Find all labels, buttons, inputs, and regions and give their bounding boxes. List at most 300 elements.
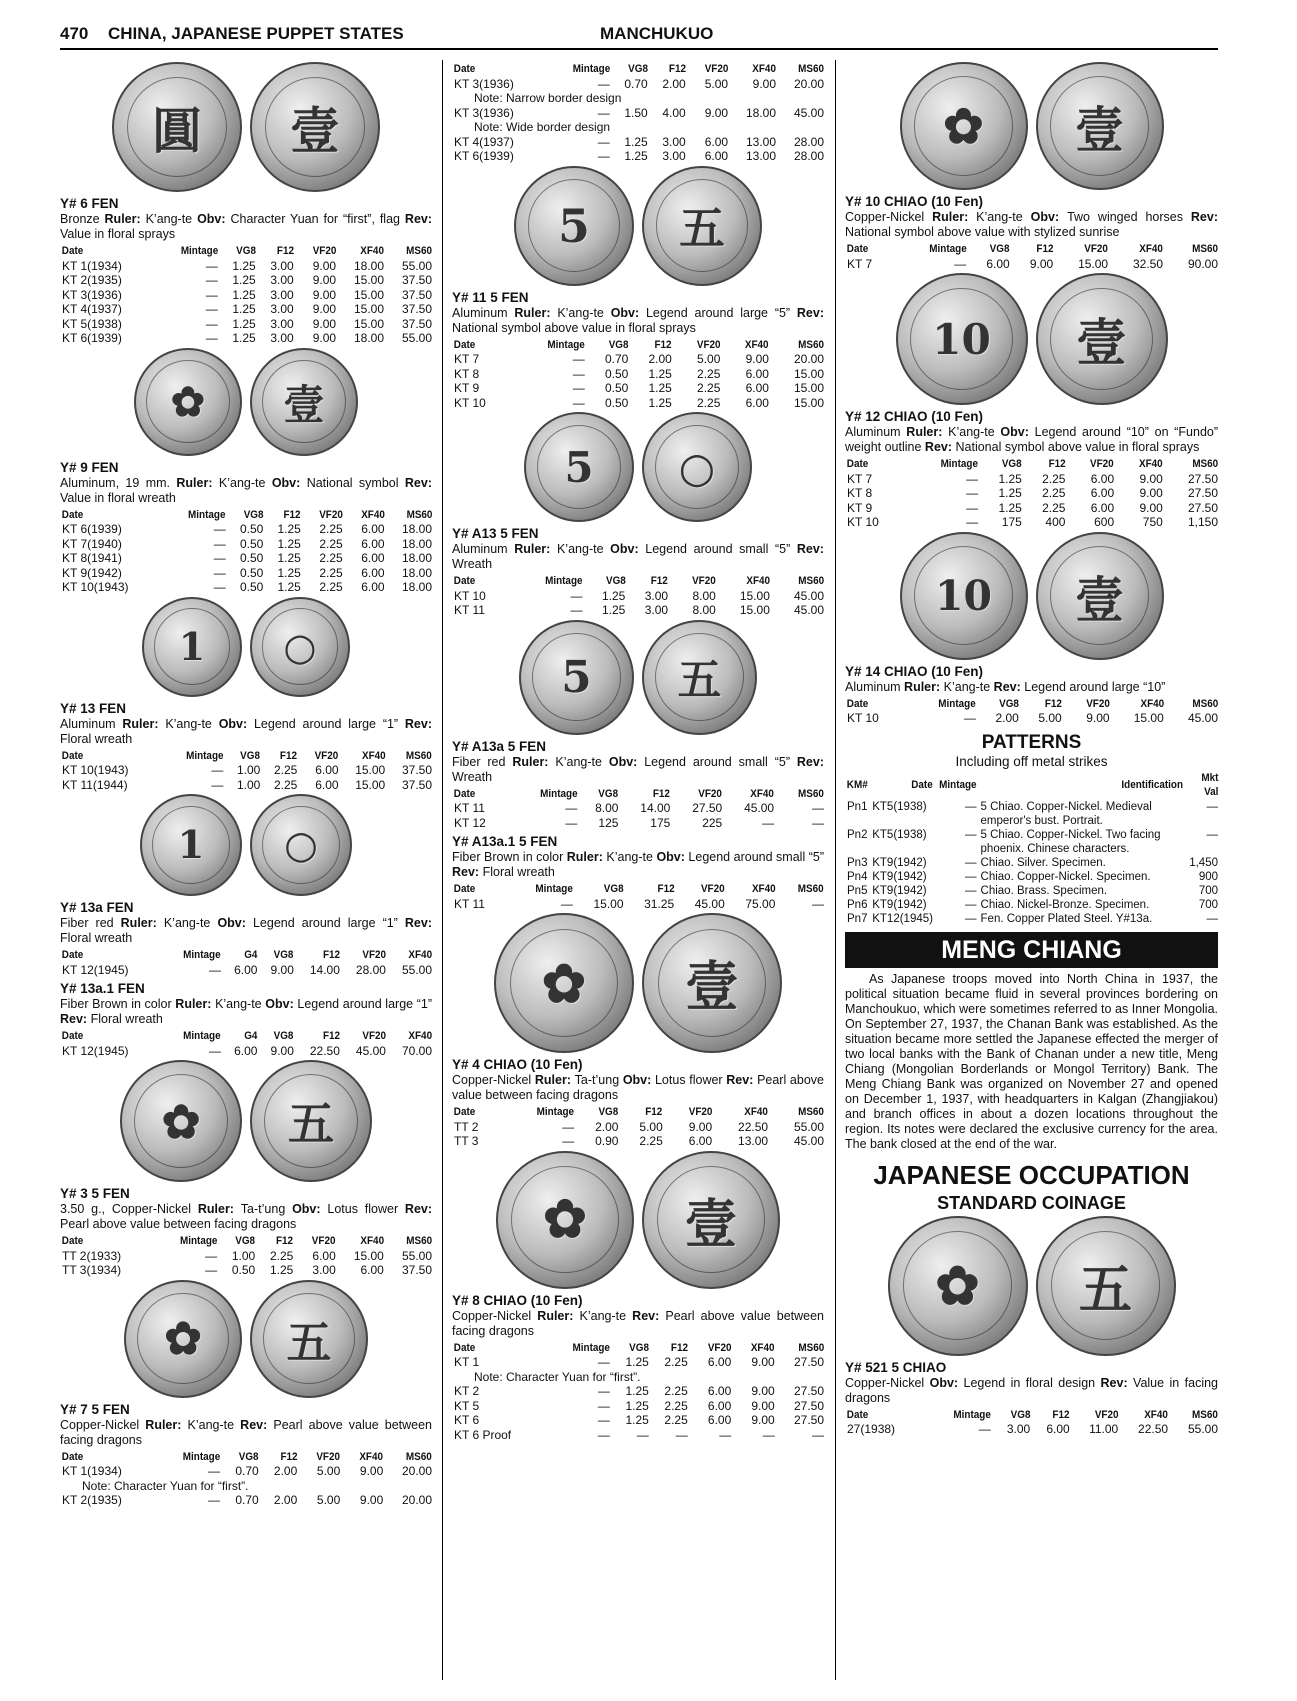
column-divider	[835, 60, 836, 1680]
patterns-subtitle: Including off metal strikes	[955, 753, 1108, 769]
coin-type-title: Y# 12 CHIAO (10 Fen)	[845, 409, 984, 424]
price-cell: 6.00	[707, 1413, 732, 1427]
pattern-cell: KT9(1942)	[872, 884, 927, 897]
price-cell: —	[205, 273, 218, 287]
price-cell: 6.00	[1090, 486, 1115, 500]
price-cell: 6.00	[361, 536, 385, 551]
price-cell: 27.50	[793, 1413, 824, 1427]
coin-legend-glyph: 五	[679, 201, 725, 255]
price-cell: 15.00	[1133, 711, 1164, 725]
price-cell: 1.25	[648, 381, 672, 395]
coin-images	[452, 620, 824, 735]
price-cell: —	[213, 522, 226, 536]
coin-images	[60, 348, 432, 456]
price-cell: 9.00	[1139, 500, 1163, 515]
price-cell: 9.00	[1086, 711, 1110, 725]
price-cell: 1.25	[232, 273, 256, 287]
price-cell: 15.00	[353, 1248, 384, 1263]
price-cell: TT 2	[454, 1119, 479, 1134]
coin-images	[452, 1151, 824, 1289]
pattern-cell: —	[965, 884, 977, 897]
price-cell: 6.00	[745, 381, 769, 395]
pattern-cell: Pn2	[847, 828, 868, 841]
column-header: VG8	[235, 245, 256, 257]
price-table-header	[845, 457, 1218, 472]
price-cell: KT 10	[847, 711, 879, 725]
column-header: VF20	[1084, 243, 1109, 255]
type-description: Copper-Nickel Ruler: K’ang-te Rev: Pearl above value between facing dragons	[452, 1308, 825, 1338]
price-cell: —	[572, 352, 585, 366]
coin-reverse-image	[642, 620, 757, 735]
column-header: F12	[322, 949, 340, 961]
label: Obv:	[610, 305, 646, 320]
pattern-cell: 700	[1198, 884, 1218, 897]
coin-obverse-image	[494, 913, 634, 1053]
price-cell: 2.00	[995, 711, 1019, 725]
coin-images	[60, 62, 432, 192]
column-header: VG8	[598, 787, 619, 800]
price-cell: 1.25	[232, 331, 256, 345]
label: Ruler:	[120, 916, 164, 930]
price-row	[452, 352, 824, 367]
price-cell: —	[213, 580, 226, 594]
pattern-cell: KT9(1942)	[872, 870, 927, 883]
price-cell: 6.00	[688, 1134, 713, 1148]
type-description: Copper-Nickel Ruler: Ta-t’ung Obv: Lotus flower Rev: Pearl above value between facing dragons	[452, 1073, 824, 1102]
column-header: VF20	[312, 245, 337, 257]
price-cell: 27.50	[793, 1355, 824, 1369]
price-cell: 6.00	[361, 522, 385, 536]
column-header: VG8	[998, 697, 1019, 710]
price-cell: 13.00	[738, 1134, 769, 1148]
coin-reverse-image	[250, 597, 350, 697]
price-cell: 20.00	[793, 352, 824, 366]
label: Rev:	[404, 716, 432, 731]
coin-legend-glyph: 壹	[1076, 313, 1127, 372]
coin-reverse-image	[250, 1060, 372, 1182]
price-cell: 37.50	[401, 302, 432, 316]
coin-legend-glyph: 壹	[1075, 102, 1124, 159]
price-cell: 15.00	[353, 302, 385, 316]
column-header: Mkt Val	[1200, 771, 1218, 798]
price-cell: 8.00	[692, 588, 716, 603]
price-cell: 0.70	[624, 76, 648, 91]
price-cell: 27.50	[1187, 500, 1218, 515]
price-cell: KT 10	[454, 395, 486, 410]
coin-obverse-image	[896, 273, 1028, 405]
price-cell: —	[205, 331, 218, 345]
price-cell: 3.00	[270, 258, 294, 273]
column-header: Mintage	[547, 338, 585, 351]
price-row	[60, 1249, 432, 1264]
label: Rev:	[404, 916, 432, 930]
pattern-cell: Pn4	[847, 870, 868, 883]
price-cell: 1,150	[1187, 515, 1218, 529]
price-cell: 9.00	[752, 76, 777, 91]
column-header: VG8	[989, 243, 1010, 255]
price-row	[60, 302, 432, 317]
coin-obverse-image	[888, 1216, 1028, 1356]
price-row	[845, 515, 1218, 530]
pattern-cell: Pn1	[847, 800, 868, 813]
price-cell: 6.00	[360, 1263, 384, 1277]
label: Obv:	[217, 916, 253, 930]
price-cell: KT 1	[454, 1355, 480, 1369]
price-cell: 18.00	[353, 258, 385, 273]
pattern-cell: KT9(1942)	[872, 856, 927, 869]
price-cell: 0.50	[239, 580, 264, 594]
price-cell: 37.50	[401, 777, 432, 792]
price-cell: 9.00	[312, 302, 337, 316]
coin-reverse-image	[1036, 1216, 1176, 1356]
column-header: F12	[1052, 1408, 1070, 1421]
price-cell: 1.25	[277, 565, 301, 580]
price-cell: —	[208, 1493, 221, 1507]
note-row	[452, 120, 824, 135]
label: Rev:	[240, 1417, 274, 1432]
column-header: XF40	[359, 1450, 384, 1463]
column-header: VF20	[312, 1235, 336, 1247]
price-cell: 15.00	[593, 896, 624, 911]
price-cell: —	[213, 551, 226, 565]
column-header: VG8	[240, 749, 261, 762]
header-title: CHINA, JAPANESE PUPPET STATES	[108, 24, 404, 43]
column-header: F12	[657, 883, 675, 895]
price-table	[845, 1408, 1218, 1437]
column-header: VF20	[1090, 458, 1115, 470]
price-cell: 27(1938)	[847, 1422, 896, 1436]
column-header: Mintage	[183, 1030, 222, 1042]
price-cell: 2.25	[319, 580, 343, 594]
label: Obv:	[271, 475, 307, 490]
price-cell: 6.00	[315, 763, 339, 777]
coin-obverse-image	[142, 597, 242, 697]
price-cell: 6.00	[704, 149, 729, 163]
column-left	[60, 60, 432, 1508]
label: Ruler:	[566, 850, 607, 864]
price-cell: —	[205, 287, 218, 302]
coin-obverse-image	[524, 412, 634, 522]
coin-images	[845, 532, 1218, 660]
coin-obverse-image	[120, 1060, 242, 1182]
label: Obv:	[1030, 210, 1068, 224]
coin-legend-glyph: ✿	[935, 1254, 980, 1317]
pattern-row	[845, 870, 1218, 884]
price-cell: KT 4(1937)	[454, 134, 514, 149]
label: Ruler:	[145, 1417, 188, 1432]
price-row	[452, 149, 824, 164]
column-header: Mintage	[928, 243, 967, 255]
price-cell: 0.50	[231, 1263, 256, 1277]
note-row	[452, 1370, 824, 1385]
price-cell: 1.25	[232, 302, 256, 316]
column-header: F12	[276, 245, 294, 257]
price-row	[60, 331, 432, 346]
column-header: VG8	[1001, 458, 1022, 470]
note-row	[60, 1479, 432, 1494]
label: Rev:	[60, 1012, 91, 1026]
label: Ruler:	[514, 305, 558, 320]
price-row	[60, 1464, 432, 1479]
column-header: Mintage	[572, 63, 610, 75]
column-header: F12	[283, 508, 301, 521]
coin-legend-glyph: ✿	[943, 97, 984, 155]
price-table	[60, 1450, 432, 1508]
price-cell: KT 8	[454, 366, 480, 381]
pattern-cell: 700	[1198, 898, 1218, 911]
label: Rev:	[796, 754, 824, 769]
price-cell: 14.00	[640, 801, 671, 815]
coin-legend-glyph: ✿	[170, 377, 206, 426]
patterns-table	[845, 771, 1218, 926]
price-cell: 2.00	[648, 352, 672, 366]
note-text: Note: Character Yuan for “first”.	[474, 1369, 641, 1384]
pattern-cell: —	[1206, 800, 1218, 813]
coin-type-title: Y# 14 CHIAO (10 Fen)	[845, 663, 984, 679]
coin-obverse-image	[900, 62, 1028, 190]
price-cell: —	[572, 395, 585, 410]
column-header: Date	[911, 778, 933, 791]
coin-type-title: Y# 8 CHIAO (10 Fen)	[452, 1292, 583, 1308]
coin-reverse-image	[1036, 532, 1164, 660]
price-row	[60, 963, 432, 978]
price-cell: 9.00	[359, 1464, 384, 1478]
column-header: XF40	[752, 63, 777, 75]
price-cell: —	[812, 1427, 824, 1442]
column-header: F12	[645, 1106, 663, 1118]
price-cell: —	[597, 105, 610, 120]
price-cell: 750	[1142, 515, 1163, 529]
price-cell: —	[597, 1398, 610, 1413]
price-cell: 0.70	[604, 352, 629, 366]
price-cell: 45.00	[1187, 711, 1218, 725]
pattern-cell: 1,450	[1189, 856, 1218, 869]
price-cell: —	[978, 1422, 991, 1436]
column-header: VF20	[707, 1341, 732, 1354]
price-cell: 27.50	[793, 1384, 824, 1398]
price-cell: 1.25	[624, 134, 648, 149]
column-header: F12	[668, 63, 686, 75]
pattern-row	[845, 898, 1218, 912]
column-header: XF40	[1144, 1408, 1169, 1421]
price-cell: 20.00	[793, 76, 824, 91]
price-cell: 0.50	[604, 366, 629, 381]
price-cell: 2.25	[664, 1384, 688, 1398]
coin-images	[845, 273, 1218, 405]
price-row	[452, 1428, 824, 1443]
column-header: Date	[846, 697, 869, 710]
column-header: F12	[322, 1030, 340, 1042]
price-cell: 15.00	[1078, 256, 1109, 271]
price-row	[452, 381, 824, 396]
label: Rev:	[1190, 210, 1218, 224]
pattern-cell: —	[1206, 828, 1218, 841]
column-header: Date	[61, 949, 84, 961]
pattern-cell: Chiao. Copper-Nickel. Specimen.	[980, 870, 1151, 883]
coin-legend-glyph: 圓	[152, 101, 202, 160]
pattern-cell: —	[965, 856, 977, 869]
price-cell: 45.00	[793, 588, 824, 603]
column-header: Date	[61, 508, 84, 521]
price-table-header	[60, 1450, 432, 1465]
price-cell: 6.00	[315, 777, 339, 792]
price-cell: KT 2(1935)	[62, 1493, 122, 1507]
column-header: VF20	[688, 1106, 713, 1118]
price-cell: 2.25	[639, 1134, 663, 1148]
price-row	[452, 396, 824, 411]
coin-reverse-image	[250, 1280, 368, 1398]
price-cell: —	[954, 256, 967, 271]
price-cell: KT 9(1942)	[62, 565, 122, 580]
price-cell: KT 3(1936)	[454, 76, 514, 91]
column-header: VF20	[1085, 697, 1110, 710]
price-table	[452, 1341, 824, 1443]
price-cell: 2.00	[595, 1119, 619, 1134]
column-header: MS60	[406, 1235, 432, 1247]
pattern-cell: —	[965, 870, 977, 883]
column-right	[845, 60, 1218, 1437]
column-header: Date	[453, 1341, 476, 1354]
price-cell: 2.25	[697, 381, 721, 395]
column-header: VF20	[362, 1030, 386, 1042]
price-cell: KT 10(1943)	[62, 580, 129, 594]
label: Obv:	[218, 716, 254, 731]
price-cell: 6.00	[707, 1355, 732, 1369]
price-cell: —	[966, 515, 979, 529]
price-cell: 55.00	[793, 1119, 824, 1134]
column-header: F12	[280, 1450, 298, 1463]
price-cell: —	[762, 815, 775, 830]
coin-legend-glyph: 1	[178, 624, 206, 669]
coin-legend-glyph: 5	[561, 651, 592, 703]
coin-images	[452, 412, 824, 522]
price-cell: KT 9	[847, 500, 873, 515]
column-header: XF40	[360, 245, 385, 257]
pattern-cell: —	[965, 828, 977, 841]
type-description: Aluminum Ruler: K’ang-te Obv: Legend around “10” on “Fundo” weight outline Rev: National symbol above value in floral sprays	[845, 425, 1219, 454]
price-cell: 6.00	[986, 256, 1010, 271]
column-header: VF20	[314, 749, 339, 762]
price-table	[60, 948, 432, 977]
coin-legend-glyph: ○	[283, 624, 317, 669]
price-table-header	[452, 62, 824, 77]
price-cell: 32.50	[1133, 256, 1164, 271]
coin-legend-glyph: ✿	[164, 1312, 202, 1365]
pattern-cell: Pn6	[847, 898, 868, 911]
price-cell: 3.00	[270, 302, 294, 316]
price-table-header	[452, 338, 824, 353]
price-cell: 9.00	[1139, 471, 1163, 486]
coin-obverse-image	[519, 620, 634, 735]
column-header: Mintage	[953, 1408, 991, 1421]
column-middle	[452, 60, 824, 1442]
column-header: VG8	[598, 1106, 619, 1118]
price-cell: 1.00	[231, 1248, 256, 1263]
price-row	[845, 501, 1218, 516]
pattern-cell: —	[965, 912, 977, 925]
price-cell: 6.00	[234, 962, 258, 977]
price-cell: 1.25	[232, 258, 256, 273]
column-header: VG8	[605, 575, 626, 587]
pattern-cell: —	[1206, 912, 1218, 925]
coin-legend-glyph: ✿	[543, 1189, 587, 1250]
column-header: Date	[453, 338, 476, 351]
pattern-cell: Chiao. Silver. Specimen.	[980, 856, 1106, 869]
coin-type-title: Y# 10 CHIAO (10 Fen)	[845, 194, 984, 209]
price-row	[452, 367, 824, 382]
price-cell: 15.00	[355, 777, 386, 792]
price-cell: —	[570, 603, 583, 617]
column-header: G4	[244, 1030, 258, 1042]
price-row	[452, 1384, 824, 1399]
coin-images	[452, 913, 824, 1053]
column-header: VG8	[608, 338, 629, 351]
label: Obv:	[265, 997, 298, 1011]
price-cell: —	[209, 1043, 222, 1058]
column-header: Identification	[1120, 778, 1183, 791]
price-table	[452, 882, 824, 911]
pattern-cell: Pn3	[847, 856, 868, 869]
price-cell: 2.00	[273, 1464, 298, 1478]
price-cell: 27.50	[1187, 486, 1218, 500]
price-cell: 9.00	[312, 316, 337, 331]
price-row	[845, 257, 1218, 272]
price-cell: KT 3(1936)	[454, 105, 514, 120]
coin-legend-glyph: 1	[177, 822, 205, 868]
price-cell: 3.00	[1006, 1422, 1031, 1436]
price-row	[452, 1413, 824, 1428]
price-cell: KT 10	[454, 588, 486, 603]
price-cell: 1.00	[236, 777, 261, 792]
column-header: Mintage	[188, 508, 226, 521]
price-cell: 9.00	[312, 258, 337, 273]
price-cell: 45.00	[744, 801, 775, 815]
label: Ruler:	[176, 475, 219, 490]
column-header: XF40	[1139, 243, 1164, 255]
price-table	[452, 1105, 824, 1149]
price-cell: 2.25	[273, 777, 298, 792]
column-header: VF20	[698, 787, 723, 800]
page-header	[60, 24, 1218, 50]
price-cell: TT 3(1934)	[62, 1263, 122, 1277]
price-cell: KT 5(1938)	[62, 316, 122, 331]
coin-legend-glyph: ○	[284, 822, 318, 868]
price-cell: 18.00	[745, 105, 777, 120]
price-cell: 1.25	[625, 1355, 649, 1369]
price-cell: 22.50	[309, 1043, 340, 1058]
price-table	[60, 244, 432, 346]
price-cell: 5.00	[697, 352, 721, 366]
price-cell: 55.00	[1187, 1422, 1218, 1436]
price-cell: 5.00	[639, 1119, 663, 1134]
label: Rev:	[796, 542, 824, 556]
price-cell: 0.70	[235, 1493, 259, 1507]
price-table-header	[60, 1234, 432, 1249]
price-cell: 6.00	[361, 551, 385, 565]
coin-reverse-image	[642, 166, 762, 286]
price-cell: —	[597, 1413, 610, 1427]
price-cell: 175	[1001, 515, 1022, 529]
price-cell: 1.25	[998, 486, 1022, 500]
price-cell: 9.00	[751, 1355, 775, 1369]
column-header: Date	[453, 1106, 476, 1118]
price-cell: 2.25	[319, 551, 343, 565]
price-cell: 2.25	[1042, 471, 1066, 486]
price-cell: 0.50	[239, 522, 264, 536]
column-header: Mintage	[938, 697, 976, 710]
column-header: Date	[453, 575, 476, 587]
note-text: Note: Wide border design	[474, 120, 611, 134]
